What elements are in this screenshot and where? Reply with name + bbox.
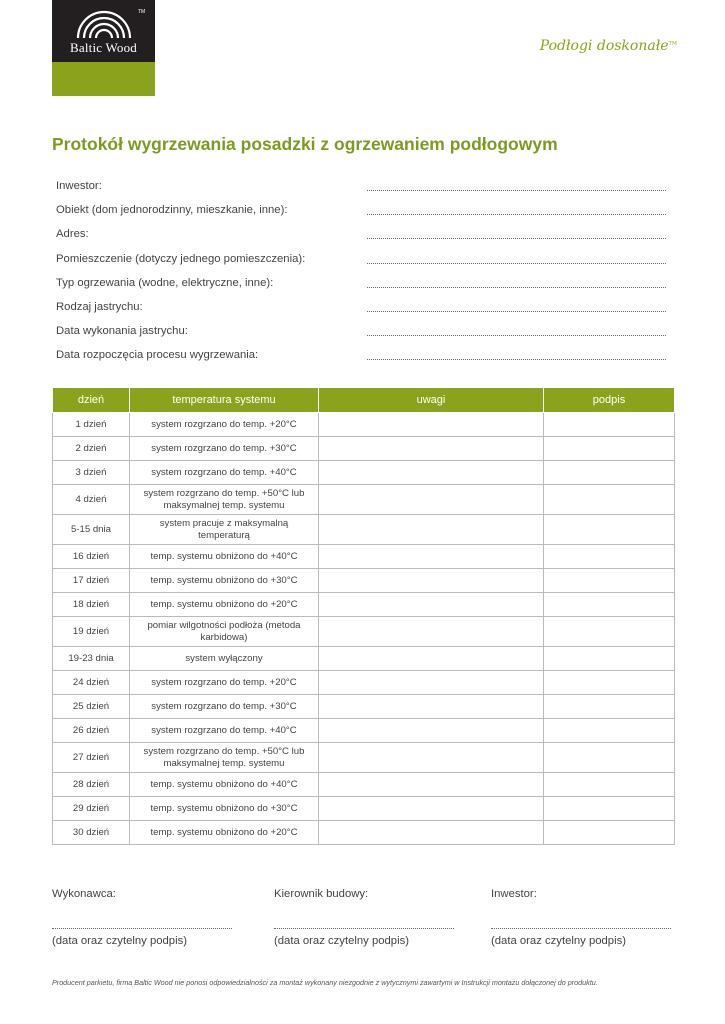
temperature-cell: system rozgrzano do temp. +40°C (130, 461, 319, 485)
info-field-input-line[interactable] (367, 311, 666, 312)
table-row (53, 437, 675, 461)
table-row (53, 515, 675, 545)
temperature-cell: temp. systemu obniżono do +40°C (130, 773, 319, 797)
info-field-input-line[interactable] (367, 287, 666, 288)
day-cell: 19-23 dnia (53, 647, 130, 671)
info-field-row (56, 344, 666, 368)
logo-arcs-icon (74, 8, 134, 40)
signature-cell[interactable] (544, 647, 675, 671)
info-field-label: Inwestor: (56, 180, 102, 192)
day-cell: 27 dzień (53, 743, 130, 773)
signature-cell[interactable] (544, 821, 675, 845)
signature-cell[interactable] (544, 437, 675, 461)
notes-cell[interactable] (319, 773, 544, 797)
table-row (53, 773, 675, 797)
day-cell: 5-15 dnia (53, 515, 130, 545)
day-cell: 24 dzień (53, 671, 130, 695)
info-field-row (56, 223, 666, 247)
day-cell: 3 dzień (53, 461, 130, 485)
temperature-cell: system rozgrzano do temp. +20°C (130, 671, 319, 695)
table-row (53, 671, 675, 695)
day-cell: 19 dzień (53, 617, 130, 647)
signature-cell[interactable] (544, 743, 675, 773)
info-field-label: Obiekt (dom jednorodzinny, mieszkanie, inne): (56, 204, 288, 217)
info-field-label: Data wykonania jastrychu: (56, 325, 188, 338)
table-row (53, 647, 675, 671)
temperature-cell: system rozgrzano do temp. +30°C (130, 437, 319, 461)
signature-cell[interactable] (544, 593, 675, 617)
signature-investor (491, 888, 671, 947)
notes-cell[interactable] (319, 437, 544, 461)
table-row (53, 413, 675, 437)
day-cell: 16 dzień (53, 545, 130, 569)
notes-cell[interactable] (319, 413, 544, 437)
info-field-label: Data rozpoczęcia procesu wygrzewania: (56, 349, 259, 362)
notes-cell[interactable] (319, 593, 544, 617)
temperature-cell: temp. systemu obniżono do +20°C (130, 593, 319, 617)
table-row (53, 797, 675, 821)
signature-line[interactable] (491, 928, 671, 929)
signature-cell[interactable] (544, 719, 675, 743)
signature-role: Wykonawca: (52, 888, 116, 900)
signature-cell[interactable] (544, 413, 675, 437)
temperature-cell: temp. systemu obniżono do +40°C (130, 545, 319, 569)
day-cell: 28 dzień (53, 773, 130, 797)
info-field-input-line[interactable] (367, 263, 666, 264)
signature-cell[interactable] (544, 695, 675, 719)
signature-cell[interactable] (544, 617, 675, 647)
info-field-input-line[interactable] (367, 190, 666, 191)
temperature-cell: system wyłączony (130, 647, 319, 671)
table-row (53, 719, 675, 743)
day-cell: 4 dzień (53, 485, 130, 515)
temperature-cell: system rozgrzano do temp. +20°C (130, 413, 319, 437)
signature-cell[interactable] (544, 773, 675, 797)
table-row (53, 593, 675, 617)
signature-line[interactable] (274, 928, 454, 929)
notes-cell[interactable] (319, 821, 544, 845)
info-field-input-line[interactable] (367, 359, 666, 360)
brand-logo (52, 0, 155, 62)
notes-cell[interactable] (319, 695, 544, 719)
logo-green-block (52, 62, 155, 96)
notes-cell[interactable] (319, 797, 544, 821)
notes-cell[interactable] (319, 515, 544, 545)
logo-trademark: TM (138, 9, 146, 15)
info-fields (56, 175, 666, 369)
info-field-label: Pomieszczenie (dotyczy jednego pomieszczenia): (56, 252, 306, 265)
day-cell: 2 dzień (53, 437, 130, 461)
signature-contractor (52, 888, 232, 947)
info-field-label: Adres: (56, 228, 89, 241)
temperature-cell: system rozgrzano do temp. +50°C lub maksymalnej temp. systemu (130, 485, 319, 515)
notes-cell[interactable] (319, 647, 544, 671)
table-row (53, 617, 675, 647)
notes-cell[interactable] (319, 617, 544, 647)
temperature-cell: temp. systemu obniżono do +30°C (130, 797, 319, 821)
document-title: Protokół wygrzewania posadzki z ogrzewaniem podłogowym (52, 134, 558, 154)
signature-site-manager (274, 888, 454, 947)
notes-cell[interactable] (319, 671, 544, 695)
info-field-input-line[interactable] (367, 214, 666, 215)
info-field-label: Rodzaj jastrychu: (56, 300, 143, 313)
info-field-input-line[interactable] (367, 335, 666, 336)
column-header-signature: podpis (544, 388, 675, 413)
signature-cell[interactable] (544, 461, 675, 485)
signature-line[interactable] (52, 928, 232, 929)
table-row (53, 821, 675, 845)
signature-hint: (data oraz czytelny podpis) (491, 935, 626, 947)
day-cell: 29 dzień (53, 797, 130, 821)
column-header-notes: uwagi (319, 388, 544, 413)
table-row (53, 545, 675, 569)
notes-cell[interactable] (319, 569, 544, 593)
notes-cell[interactable] (319, 485, 544, 515)
temperature-cell: system rozgrzano do temp. +30°C (130, 695, 319, 719)
signature-hint: (data oraz czytelny podpis) (52, 935, 187, 947)
notes-cell[interactable] (319, 545, 544, 569)
day-cell: 30 dzień (53, 821, 130, 845)
signature-cell[interactable] (544, 671, 675, 695)
info-field-row (56, 296, 666, 320)
brand-name: Baltic Wood (70, 40, 137, 55)
column-header-day: dzień (53, 388, 130, 413)
info-field-label: Typ ogrzewania (wodne, elektryczne, inne): (56, 276, 274, 289)
signature-cell[interactable] (544, 485, 675, 515)
day-cell: 1 dzień (53, 413, 130, 437)
day-cell: 17 dzień (53, 569, 130, 593)
table-row (53, 461, 675, 485)
info-field-row (56, 248, 666, 272)
signature-cell[interactable] (544, 545, 675, 569)
table-row (53, 743, 675, 773)
temperature-cell: system rozgrzano do temp. +50°C lub maksymalnej temp. systemu (130, 743, 319, 773)
table-row (53, 695, 675, 719)
temperature-cell: pomiar wilgotności podłoża (metoda karbidowa) (130, 617, 319, 647)
info-field-row (56, 199, 666, 223)
temperature-cell: temp. systemu obniżono do +20°C (130, 821, 319, 845)
column-header-temperature: temperatura systemu (130, 388, 319, 413)
day-cell: 26 dzień (53, 719, 130, 743)
tagline-text: Podłogi doskonałe (539, 38, 669, 54)
signature-role: Inwestor: (491, 888, 537, 900)
temperature-cell: temp. systemu obniżono do +30°C (130, 569, 319, 593)
info-field-row (56, 272, 666, 296)
day-cell: 25 dzień (53, 695, 130, 719)
signature-role: Kierownik budowy: (274, 888, 369, 900)
signature-cell[interactable] (544, 569, 675, 593)
temperature-cell: system rozgrzano do temp. +40°C (130, 719, 319, 743)
heating-log-table (52, 387, 675, 845)
notes-cell[interactable] (319, 719, 544, 743)
table-header-row (53, 388, 675, 413)
signature-cell[interactable] (544, 797, 675, 821)
signature-hint: (data oraz czytelny podpis) (274, 935, 409, 947)
table-row (53, 569, 675, 593)
notes-cell[interactable] (319, 461, 544, 485)
notes-cell[interactable] (319, 743, 544, 773)
footer-disclaimer: Producent parkietu, firma Baltic Wood nie ponosi odpowiedzialności za montaż wykonany niezgodnie z wytycznymi zawartymi w Instrukcji montażu dołączonej do produktu. (52, 978, 598, 987)
signature-cell[interactable] (544, 515, 675, 545)
table-row (53, 485, 675, 515)
tagline-trademark: TM (668, 40, 677, 47)
info-field-row (56, 175, 666, 199)
info-field-input-line[interactable] (367, 238, 666, 239)
day-cell: 18 dzień (53, 593, 130, 617)
brand-tagline (540, 38, 677, 54)
info-field-row (56, 320, 666, 344)
temperature-cell: system pracuje z maksymalną temperaturą (130, 515, 319, 545)
